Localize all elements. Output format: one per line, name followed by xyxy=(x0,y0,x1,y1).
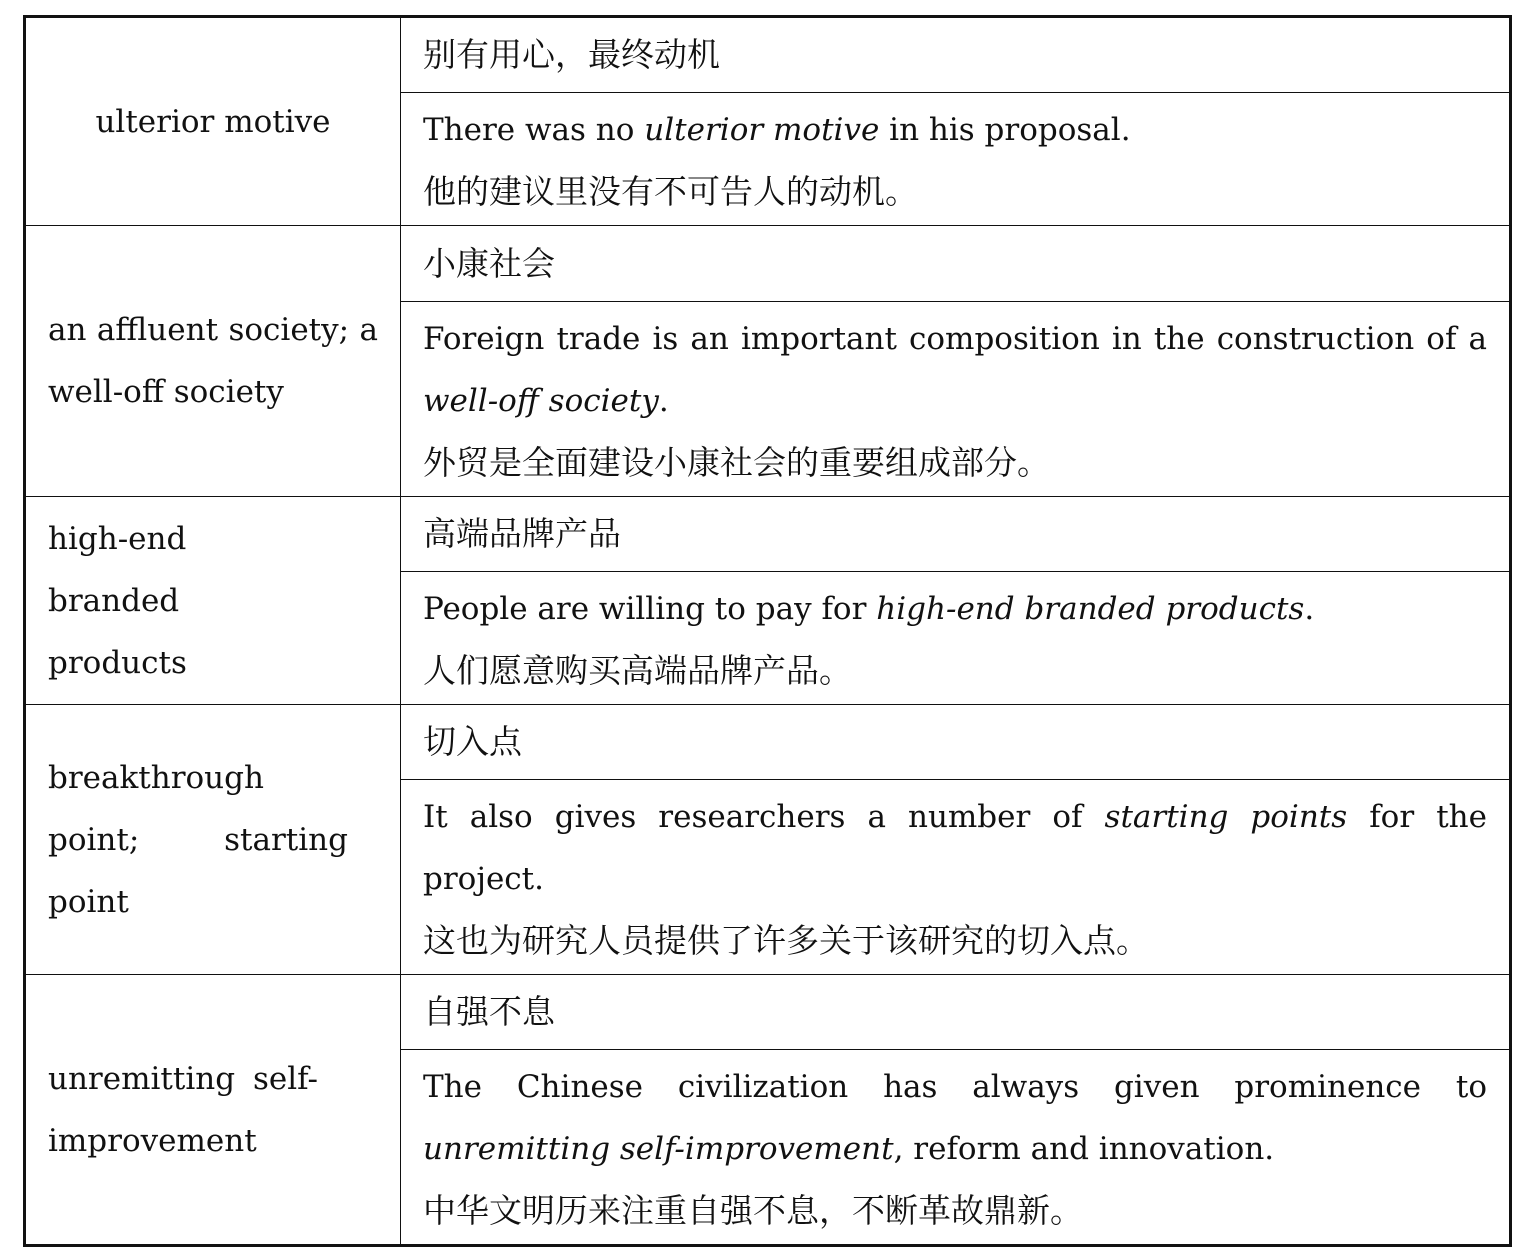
meaning-cell: 切入点 xyxy=(401,705,1511,780)
term-text: breakthrough point; starting point xyxy=(48,759,348,920)
example-sentence xyxy=(423,1056,1487,1180)
example-translation: 中华文明历来注重自强不息，不断革故鼎新。 xyxy=(423,1191,1083,1230)
example-sentence xyxy=(423,99,1487,161)
example-text-part: Foreign trade is an important composition in the construction of a xyxy=(423,321,1487,357)
example-text-part: . xyxy=(658,383,669,419)
entry-row-meaning xyxy=(25,975,1511,1050)
example-highlight-term: high-end branded products xyxy=(876,591,1305,627)
term-cell xyxy=(25,705,401,975)
example-highlight-term: well-off society xyxy=(423,383,659,419)
example-translation: 这也为研究人员提供了许多关于该研究的切入点。 xyxy=(423,921,1149,960)
meaning-cell: 小康社会 xyxy=(401,226,1511,302)
term-cell xyxy=(25,497,401,705)
example-text-part: in his proposal. xyxy=(879,112,1131,148)
entry-row-meaning xyxy=(25,497,1511,572)
example-translation: 人们愿意购买高端品牌产品。 xyxy=(423,651,852,690)
meaning-cell: 自强不息 xyxy=(401,975,1511,1050)
term-cell xyxy=(25,17,401,226)
example-text-part: , reform and innovation. xyxy=(893,1131,1275,1167)
example-cell xyxy=(401,1050,1511,1246)
example-highlight-term: unremitting self-improvement xyxy=(423,1131,894,1167)
example-highlight-term: ulterior motive xyxy=(644,112,880,148)
term-cell xyxy=(25,226,401,497)
meaning-cell: 高端品牌产品 xyxy=(401,497,1511,572)
meaning-cell: 别有用心，最终动机 xyxy=(401,17,1511,93)
example-sentence xyxy=(423,786,1487,910)
example-text-part: . xyxy=(1304,591,1315,627)
term-text: unremitting self-improvement xyxy=(48,1060,318,1159)
example-translation: 他的建议里没有不可告人的动机。 xyxy=(423,172,918,211)
example-translation: 外贸是全面建设小康社会的重要组成部分。 xyxy=(423,443,1050,482)
vocabulary-table xyxy=(23,15,1512,1247)
example-cell xyxy=(401,93,1511,226)
example-text-part: for the project. xyxy=(423,799,1487,897)
example-text-part: It also gives researchers a number of xyxy=(423,799,1105,835)
example-cell xyxy=(401,780,1511,975)
entry-row-meaning xyxy=(25,226,1511,302)
term-cell xyxy=(25,975,401,1246)
entry-row-meaning xyxy=(25,17,1511,93)
term-text: high-end branded products xyxy=(48,520,187,681)
example-text-part: The Chinese civilization has always given prominence to xyxy=(423,1069,1487,1105)
example-cell xyxy=(401,572,1511,705)
example-text-part: People are willing to pay for xyxy=(423,591,877,627)
term-text: ulterior motive xyxy=(95,103,331,140)
example-text-part: There was no xyxy=(423,112,645,148)
example-sentence xyxy=(423,578,1487,640)
term-text: an affluent society; a well-off society xyxy=(48,312,378,410)
entry-row-meaning xyxy=(25,705,1511,780)
example-highlight-term: starting points xyxy=(1104,799,1348,835)
example-cell xyxy=(401,302,1511,497)
example-sentence xyxy=(423,308,1487,432)
